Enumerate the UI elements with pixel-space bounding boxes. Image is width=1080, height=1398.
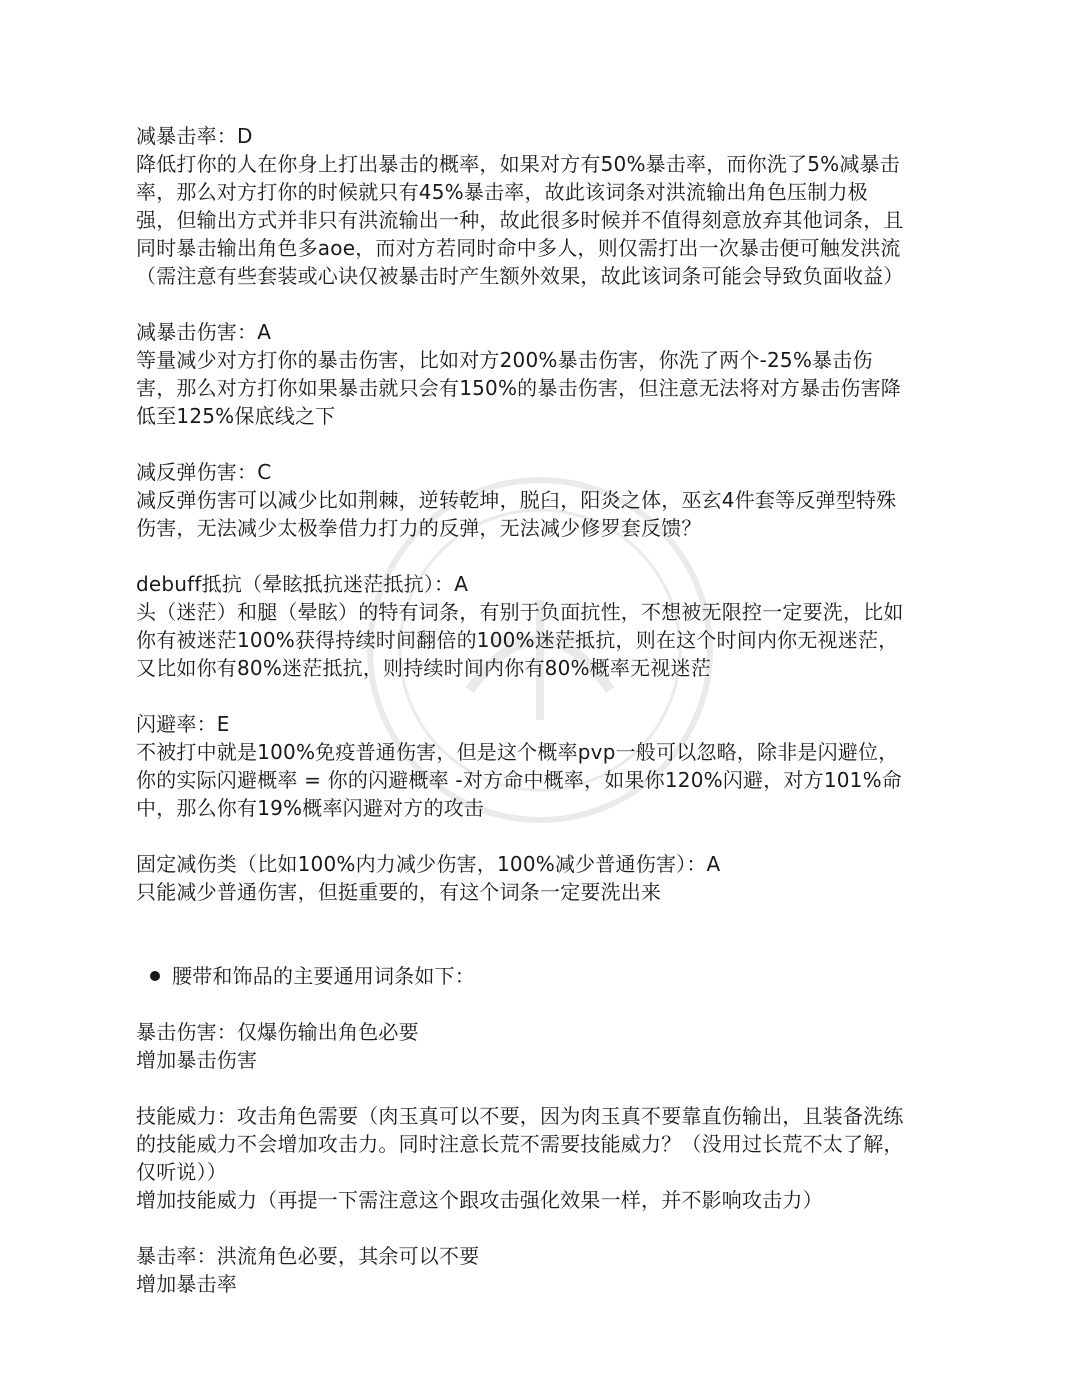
section-text: 伤害，无法减少太极拳借力打力的反弹，无法减少修罗套反馈？ — [136, 516, 702, 540]
section-title: 减反弹伤害：C — [136, 460, 272, 484]
section-title: 闪避率：E — [136, 712, 230, 736]
section-title: 固定减伤类（比如100%内力减少伤害，100%减少普通伤害）：A — [136, 852, 721, 876]
section-title: debuff抵抗（晕眩抵抗迷茫抵抗）：A — [136, 572, 469, 596]
document-body — [136, 122, 956, 1298]
section-text: 同时暴击输出角色多aoe，而对方若同时命中多人，则仅需打出一次暴击便可触发洪流 — [136, 236, 901, 260]
bullet-item — [136, 962, 956, 990]
section-title: 减暴击率：D — [136, 124, 253, 148]
section-text: 强，但输出方式并非只有洪流输出一种，故此很多时候并不值得刻意放弃其他词条，且 — [136, 208, 904, 232]
bullet-dot-icon — [150, 971, 160, 981]
section-text: 等量减少对方打你的暴击伤害，比如对方200%暴击伤害，你洗了两个-25%暴击伤 — [136, 348, 873, 372]
section-title: 减暴击伤害：A — [136, 320, 272, 344]
section-title: 技能威力：攻击角色需要（肉玉真可以不要，因为肉玉真不要靠直伤输出，且装备洗练 — [136, 1104, 904, 1128]
section-text: 又比如你有80%迷茫抵抗，则持续时间内你有80%概率无视迷茫 — [136, 656, 711, 680]
section-text: 的技能威力不会增加攻击力。同时注意长荒不需要技能威力？（没用过长荒不太了解， — [136, 1132, 904, 1156]
section-text: 不被打中就是100%免疫普通伤害，但是这个概率pvp一般可以忽略，除非是闪避位， — [136, 740, 899, 764]
section-text: 仅听说）） — [136, 1160, 227, 1184]
section-text: 中，那么你有19%概率闪避对方的攻击 — [136, 796, 485, 820]
section-text: 减反弹伤害可以减少比如荆棘，逆转乾坤，脱臼，阳炎之体，巫玄4件套等反弹型特殊 — [136, 488, 897, 512]
section-text: 你的实际闪避概率 = 你的闪避概率 -对方命中概率，如果你120%闪避，对方101%命 — [136, 768, 903, 792]
section-text: 你有被迷茫100%获得持续时间翻倍的100%迷茫抵抗，则在这个时间内你无视迷茫， — [136, 628, 899, 652]
section-text: 增加暴击率 — [136, 1272, 237, 1296]
section-text: 只能减少普通伤害，但挺重要的，有这个词条一定要洗出来 — [136, 880, 662, 904]
section-text: 率，那么对方打你的时候就只有45%暴击率，故此该词条对洪流输出角色压制力极 — [136, 180, 868, 204]
section-text: 增加暴击伤害 — [136, 1048, 258, 1072]
section-text: 害，那么对方打你如果暴击就只会有150%的暴击伤害，但注意无法将对方暴击伤害降 — [136, 376, 901, 400]
bullet-text: 腰带和饰品的主要通用词条如下： — [172, 964, 475, 988]
section-text: 增加技能威力（再提一下需注意这个跟攻击强化效果一样，并不影响攻击力） — [136, 1188, 823, 1212]
section-title: 暴击伤害：仅爆伤输出角色必要 — [136, 1020, 419, 1044]
section-text: 头（迷茫）和腿（晕眩）的特有词条，有别于负面抗性，不想被无限控一定要洗，比如 — [136, 600, 904, 624]
section-title: 暴击率：洪流角色必要，其余可以不要 — [136, 1244, 480, 1268]
section-text: 低至125%保底线之下 — [136, 404, 336, 428]
section-text: 降低打你的人在你身上打出暴击的概率，如果对方有50%暴击率，而你洗了5%减暴击 — [136, 152, 900, 176]
section-text: （需注意有些套装或心诀仅被暴击时产生额外效果，故此该词条可能会导致负面收益） — [136, 264, 904, 288]
